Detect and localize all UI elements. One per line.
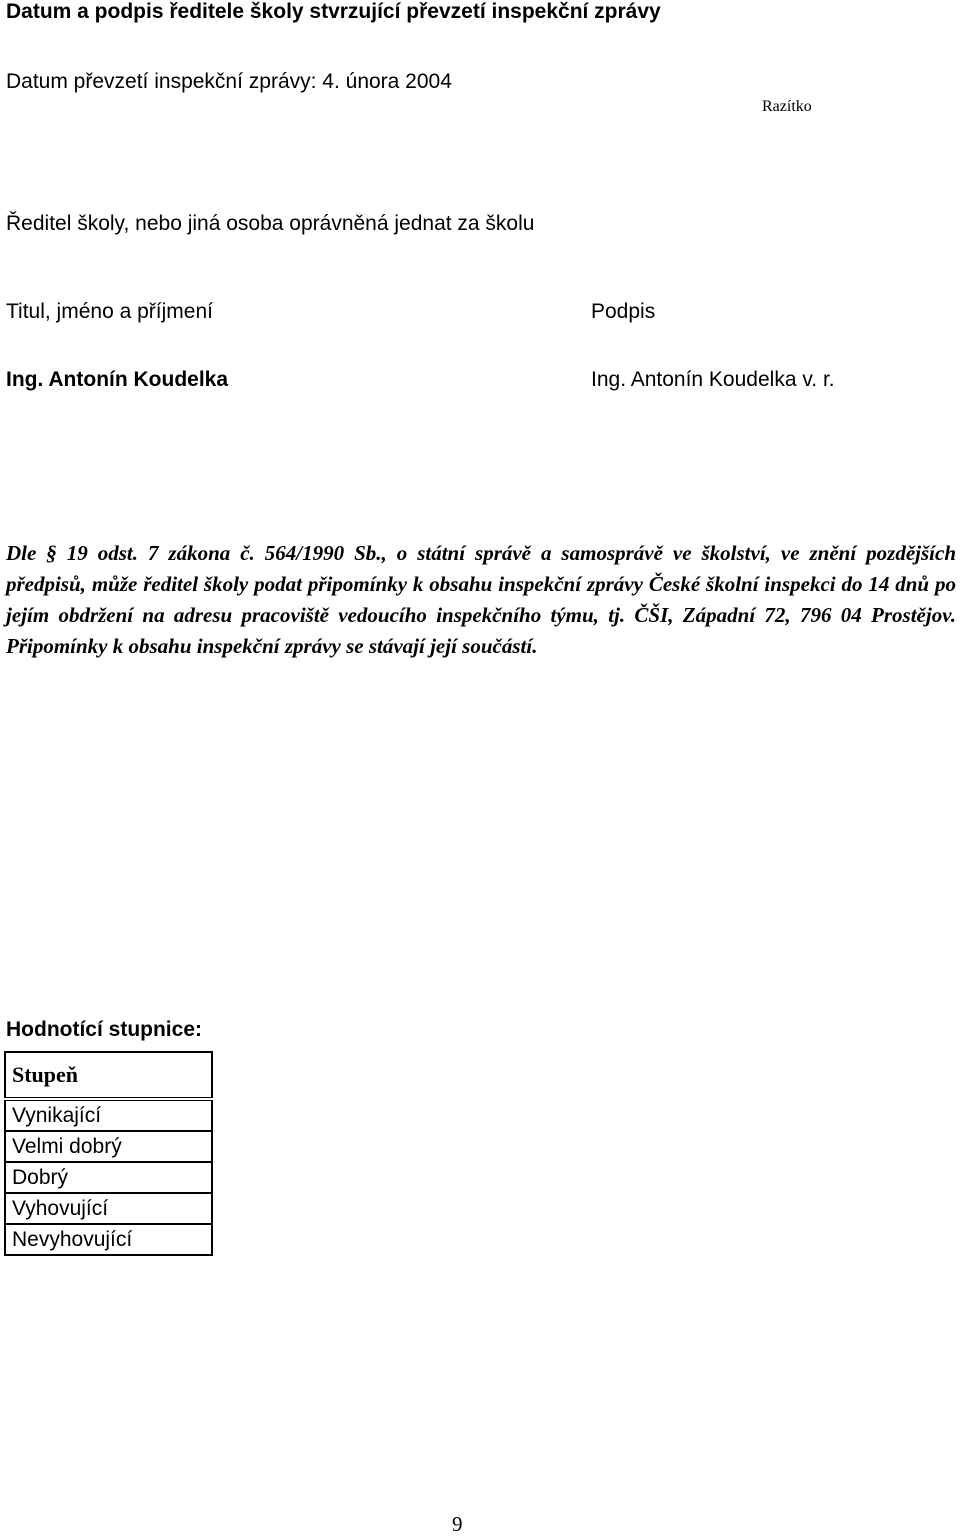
- grading-scale-table: [4, 1051, 213, 1256]
- legal-note: Dle § 19 odst. 7 zákona č. 564/1990 Sb., o státní správě a samosprávě ve školství, ve znění pozdějších předpisů, může ředitel školy podat připomínky k obsahu inspekční zprávy České školní inspekci do 14 dnů po jejím obdržení na adresu pracoviště vedoucího inspekčního týmu, tj. ČŠI, Západní 72, 796 04 Prostějov. Připomínky k obsahu inspekční zprávy se stávají její součástí.: [6, 541, 956, 658]
- signatory-signature: Ing. Antonín Koudelka v. r.: [591, 368, 835, 391]
- grade-row: Dobrý: [5, 1162, 212, 1193]
- grading-scale-title: Hodnotící stupnice:: [6, 1018, 202, 1041]
- stamp-label: Razítko: [762, 98, 812, 115]
- page-heading: Datum a podpis ředitele školy stvrzující převzetí inspekční zprávy: [6, 0, 661, 23]
- grade-row: Velmi dobrý: [5, 1131, 212, 1162]
- signature-label: Podpis: [591, 300, 656, 323]
- director-label: Ředitel školy, nebo jiná osoba oprávněná jednat za školu: [6, 212, 535, 235]
- signatory-name: Ing. Antonín Koudelka: [6, 368, 229, 391]
- grade-row: Vynikající: [5, 1099, 212, 1131]
- grade-header: Stupeň: [5, 1052, 212, 1099]
- receipt-date: Datum převzetí inspekční zprávy: 4. února 2004: [6, 70, 452, 93]
- grade-row: Nevyhovující: [5, 1224, 212, 1255]
- name-label: Titul, jméno a příjmení: [6, 300, 213, 323]
- page-number: 9: [452, 1512, 463, 1536]
- grade-row: Vyhovující: [5, 1193, 212, 1224]
